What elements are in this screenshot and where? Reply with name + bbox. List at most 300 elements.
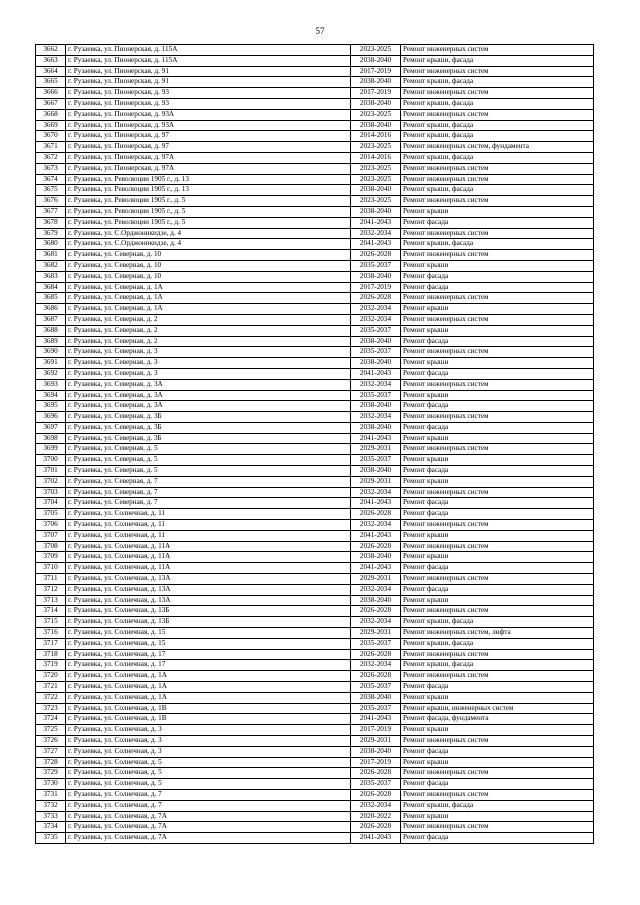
address-cell: г. Рузаевка, ул. С.Орджоникидзе, д. 4	[66, 239, 351, 250]
period-cell: 2026-2028	[351, 671, 401, 682]
period-cell: 2035-2037	[351, 638, 401, 649]
table-row	[36, 509, 594, 520]
row-number-cell: 3676	[36, 196, 66, 207]
row-number-cell: 3686	[36, 304, 66, 315]
table-row	[36, 714, 594, 725]
period-cell: 2035-2037	[351, 703, 401, 714]
period-cell: 2029-2031	[351, 628, 401, 639]
work-type-cell: Ремонт крыши, фасада	[401, 55, 594, 66]
table-row	[36, 228, 594, 239]
work-type-cell: Ремонт инженерных систем	[401, 293, 594, 304]
address-cell: г. Рузаевка, ул. Северная, д. 3А	[66, 401, 351, 412]
table-row	[36, 757, 594, 768]
work-type-cell: Ремонт крыши, инженерных систем	[401, 703, 594, 714]
period-cell: 2041-2043	[351, 368, 401, 379]
work-type-cell: Ремонт фасада	[401, 584, 594, 595]
row-number-cell: 3663	[36, 55, 66, 66]
row-number-cell: 3691	[36, 358, 66, 369]
table-row	[36, 606, 594, 617]
period-cell: 2017-2019	[351, 725, 401, 736]
work-type-cell: Ремонт инженерных систем, лифта	[401, 628, 594, 639]
row-number-cell: 3689	[36, 336, 66, 347]
row-number-cell: 3721	[36, 682, 66, 693]
table-row	[36, 682, 594, 693]
work-type-cell: Ремонт фасада	[401, 682, 594, 693]
row-number-cell: 3698	[36, 433, 66, 444]
work-type-cell: Ремонт крыши, фасада	[401, 152, 594, 163]
row-number-cell: 3724	[36, 714, 66, 725]
row-number-cell: 3726	[36, 736, 66, 747]
table-row	[36, 358, 594, 369]
table-row	[36, 703, 594, 714]
address-cell: г. Рузаевка, ул. Северная, д. 1А	[66, 282, 351, 293]
work-type-cell: Ремонт инженерных систем	[401, 736, 594, 747]
period-cell: 2032-2034	[351, 487, 401, 498]
row-number-cell: 3687	[36, 314, 66, 325]
row-number-cell: 3712	[36, 584, 66, 595]
row-number-cell: 3675	[36, 185, 66, 196]
address-cell: г. Рузаевка, ул. Революции 1905 г., д. 5	[66, 217, 351, 228]
row-number-cell: 3725	[36, 725, 66, 736]
period-cell: 2041-2043	[351, 217, 401, 228]
row-number-cell: 3678	[36, 217, 66, 228]
address-cell: г. Рузаевка, ул. Северная, д. 3А	[66, 379, 351, 390]
row-number-cell: 3666	[36, 88, 66, 99]
address-cell: г. Рузаевка, ул. Солнечная, д. 1А	[66, 671, 351, 682]
work-type-cell: Ремонт инженерных систем	[401, 45, 594, 56]
period-cell: 2041-2043	[351, 498, 401, 509]
address-cell: г. Рузаевка, ул. Революции 1905 г., д. 5	[66, 196, 351, 207]
table-row	[36, 45, 594, 56]
table-row	[36, 660, 594, 671]
work-type-cell: Ремонт крыши	[401, 811, 594, 822]
address-cell: г. Рузаевка, ул. Солнечная, д. 5	[66, 768, 351, 779]
table-row	[36, 692, 594, 703]
period-cell: 2032-2034	[351, 412, 401, 423]
address-cell: г. Рузаевка, ул. Солнечная, д. 15	[66, 628, 351, 639]
address-cell: г. Рузаевка, ул. Солнечная, д. 11	[66, 509, 351, 520]
row-number-cell: 3680	[36, 239, 66, 250]
row-number-cell: 3732	[36, 800, 66, 811]
row-number-cell: 3674	[36, 174, 66, 185]
period-cell: 2014-2016	[351, 152, 401, 163]
work-type-cell: Ремонт крыши, фасада	[401, 239, 594, 250]
row-number-cell: 3665	[36, 77, 66, 88]
address-cell: г. Рузаевка, ул. Солнечная, д. 13А	[66, 574, 351, 585]
table-row	[36, 390, 594, 401]
address-cell: г. Рузаевка, ул. Северная, д. 2	[66, 325, 351, 336]
period-cell: 2023-2025	[351, 174, 401, 185]
row-number-cell: 3694	[36, 390, 66, 401]
row-number-cell: 3682	[36, 260, 66, 271]
table-row	[36, 250, 594, 261]
row-number-cell: 3664	[36, 66, 66, 77]
work-type-cell: Ремонт инженерных систем	[401, 649, 594, 660]
address-cell: г. Рузаевка, ул. Солнечная, д. 1В	[66, 703, 351, 714]
period-cell: 2041-2043	[351, 530, 401, 541]
work-type-cell: Ремонт инженерных систем	[401, 822, 594, 833]
table-row	[36, 174, 594, 185]
period-cell: 2032-2034	[351, 520, 401, 531]
row-number-cell: 3711	[36, 574, 66, 585]
period-cell: 2038-2040	[351, 185, 401, 196]
address-cell: г. Рузаевка, ул. Северная, д. 5	[66, 444, 351, 455]
address-cell: г. Рузаевка, ул. Пионерская, д. 97	[66, 142, 351, 153]
address-cell: г. Рузаевка, ул. Северная, д. 10	[66, 271, 351, 282]
work-type-cell: Ремонт фасада	[401, 217, 594, 228]
work-type-cell: Ремонт фасада	[401, 401, 594, 412]
address-cell: г. Рузаевка, ул. Революции 1905 г., д. 13	[66, 174, 351, 185]
table-row	[36, 152, 594, 163]
row-number-cell: 3716	[36, 628, 66, 639]
table-row	[36, 574, 594, 585]
row-number-cell: 3697	[36, 422, 66, 433]
address-cell: г. Рузаевка, ул. Солнечная, д. 17	[66, 649, 351, 660]
address-cell: г. Рузаевка, ул. Северная, д. 10	[66, 260, 351, 271]
work-type-cell: Ремонт фасада	[401, 368, 594, 379]
table-row	[36, 131, 594, 142]
work-type-cell: Ремонт инженерных систем	[401, 314, 594, 325]
period-cell: 2038-2040	[351, 466, 401, 477]
table-row	[36, 552, 594, 563]
table-row	[36, 314, 594, 325]
work-type-cell: Ремонт фасада	[401, 336, 594, 347]
row-number-cell: 3672	[36, 152, 66, 163]
period-cell: 2041-2043	[351, 563, 401, 574]
address-cell: г. Рузаевка, ул. Северная, д. 3А	[66, 390, 351, 401]
table-row	[36, 66, 594, 77]
period-cell: 2029-2031	[351, 444, 401, 455]
work-type-cell: Ремонт фасада	[401, 498, 594, 509]
table-row	[36, 444, 594, 455]
work-type-cell: Ремонт крыши	[401, 455, 594, 466]
period-cell: 2017-2019	[351, 66, 401, 77]
table-row	[36, 800, 594, 811]
row-number-cell: 3688	[36, 325, 66, 336]
work-type-cell: Ремонт фасада	[401, 282, 594, 293]
work-type-cell: Ремонт крыши, фасада	[401, 131, 594, 142]
address-cell: г. Рузаевка, ул. Пионерская, д. 97А	[66, 152, 351, 163]
period-cell: 2041-2043	[351, 433, 401, 444]
address-cell: г. Рузаевка, ул. Солнечная, д. 15	[66, 638, 351, 649]
work-type-cell: Ремонт крыши	[401, 595, 594, 606]
period-cell: 2035-2037	[351, 682, 401, 693]
row-number-cell: 3734	[36, 822, 66, 833]
address-cell: г. Рузаевка, ул. Северная, д. 7	[66, 498, 351, 509]
period-cell: 2038-2040	[351, 77, 401, 88]
row-number-cell: 3701	[36, 466, 66, 477]
address-cell: г. Рузаевка, ул. Солнечная, д. 7	[66, 800, 351, 811]
table-row	[36, 304, 594, 315]
period-cell: 2038-2040	[351, 336, 401, 347]
row-number-cell: 3728	[36, 757, 66, 768]
table-row	[36, 325, 594, 336]
table-row	[36, 163, 594, 174]
address-cell: г. Рузаевка, ул. Солнечная, д. 7А	[66, 811, 351, 822]
row-number-cell: 3710	[36, 563, 66, 574]
work-type-cell: Ремонт инженерных систем	[401, 487, 594, 498]
address-cell: г. Рузаевка, ул. Солнечная, д. 3	[66, 736, 351, 747]
work-type-cell: Ремонт фасада	[401, 563, 594, 574]
row-number-cell: 3707	[36, 530, 66, 541]
work-type-cell: Ремонт крыши	[401, 304, 594, 315]
row-number-cell: 3706	[36, 520, 66, 531]
period-cell: 2032-2034	[351, 584, 401, 595]
table-row	[36, 401, 594, 412]
address-cell: г. Рузаевка, ул. Солнечная, д. 7	[66, 789, 351, 800]
address-cell: г. Рузаевка, ул. Солнечная, д. 11А	[66, 563, 351, 574]
table-row	[36, 347, 594, 358]
table-row	[36, 649, 594, 660]
period-cell: 2038-2040	[351, 422, 401, 433]
row-number-cell: 3671	[36, 142, 66, 153]
row-number-cell: 3731	[36, 789, 66, 800]
table-row	[36, 833, 594, 844]
work-type-cell: Ремонт крыши	[401, 692, 594, 703]
row-number-cell: 3733	[36, 811, 66, 822]
work-type-cell: Ремонт инженерных систем	[401, 196, 594, 207]
work-type-cell: Ремонт инженерных систем	[401, 379, 594, 390]
table-row	[36, 789, 594, 800]
address-cell: г. Рузаевка, ул. Северная, д. 5	[66, 466, 351, 477]
address-cell: г. Рузаевка, ул. Северная, д. 2	[66, 314, 351, 325]
table-row	[36, 55, 594, 66]
work-type-cell: Ремонт фасада	[401, 422, 594, 433]
row-number-cell: 3730	[36, 779, 66, 790]
address-cell: г. Рузаевка, ул. Пионерская, д. 115А	[66, 55, 351, 66]
period-cell: 2038-2040	[351, 692, 401, 703]
row-number-cell: 3662	[36, 45, 66, 56]
period-cell: 2035-2037	[351, 390, 401, 401]
work-type-cell: Ремонт инженерных систем	[401, 444, 594, 455]
work-type-cell: Ремонт инженерных систем	[401, 541, 594, 552]
work-type-cell: Ремонт инженерных систем, фундамента	[401, 142, 594, 153]
period-cell: 2023-2025	[351, 45, 401, 56]
work-type-cell: Ремонт крыши	[401, 260, 594, 271]
table-row	[36, 142, 594, 153]
period-cell: 2026-2028	[351, 789, 401, 800]
table-row	[36, 736, 594, 747]
work-type-cell: Ремонт инженерных систем	[401, 347, 594, 358]
work-type-cell: Ремонт инженерных систем	[401, 228, 594, 239]
table-row	[36, 498, 594, 509]
row-number-cell: 3692	[36, 368, 66, 379]
table-row	[36, 725, 594, 736]
row-number-cell: 3699	[36, 444, 66, 455]
row-number-cell: 3720	[36, 671, 66, 682]
table-row	[36, 282, 594, 293]
table-row	[36, 206, 594, 217]
address-cell: г. Рузаевка, ул. Северная, д. 3Б	[66, 433, 351, 444]
work-type-cell: Ремонт инженерных систем	[401, 250, 594, 261]
table-row	[36, 811, 594, 822]
row-number-cell: 3685	[36, 293, 66, 304]
address-cell: г. Рузаевка, ул. Солнечная, д. 17	[66, 660, 351, 671]
table-row	[36, 746, 594, 757]
table-row	[36, 88, 594, 99]
period-cell: 2029-2031	[351, 736, 401, 747]
period-cell: 2017-2019	[351, 282, 401, 293]
row-number-cell: 3703	[36, 487, 66, 498]
address-cell: г. Рузаевка, ул. Солнечная, д. 7А	[66, 833, 351, 844]
work-type-cell: Ремонт крыши, фасада	[401, 98, 594, 109]
row-number-cell: 3702	[36, 476, 66, 487]
period-cell: 2038-2040	[351, 358, 401, 369]
row-number-cell: 3709	[36, 552, 66, 563]
period-cell: 2032-2034	[351, 660, 401, 671]
period-cell: 2032-2034	[351, 314, 401, 325]
period-cell: 2038-2040	[351, 552, 401, 563]
period-cell: 2020-2022	[351, 811, 401, 822]
period-cell: 2032-2034	[351, 617, 401, 628]
table-row	[36, 293, 594, 304]
row-number-cell: 3673	[36, 163, 66, 174]
table-row	[36, 368, 594, 379]
table-row	[36, 671, 594, 682]
period-cell: 2026-2028	[351, 822, 401, 833]
work-type-cell: Ремонт инженерных систем	[401, 412, 594, 423]
address-cell: г. Рузаевка, ул. Солнечная, д. 1А	[66, 682, 351, 693]
table-row	[36, 595, 594, 606]
period-cell: 2023-2025	[351, 163, 401, 174]
table-row	[36, 196, 594, 207]
table-row	[36, 584, 594, 595]
work-type-cell: Ремонт фасада	[401, 271, 594, 282]
row-number-cell: 3704	[36, 498, 66, 509]
row-number-cell: 3722	[36, 692, 66, 703]
address-cell: г. Рузаевка, ул. Пионерская, д. 97	[66, 131, 351, 142]
row-number-cell: 3715	[36, 617, 66, 628]
row-number-cell: 3696	[36, 412, 66, 423]
table-row	[36, 412, 594, 423]
table-row	[36, 271, 594, 282]
work-type-cell: Ремонт крыши, фасада	[401, 800, 594, 811]
period-cell: 2035-2037	[351, 325, 401, 336]
address-cell: г. Рузаевка, ул. Солнечная, д. 5	[66, 779, 351, 790]
period-cell: 2023-2025	[351, 196, 401, 207]
period-cell: 2023-2025	[351, 142, 401, 153]
address-cell: г. Рузаевка, ул. Пионерская, д. 91	[66, 66, 351, 77]
period-cell: 2032-2034	[351, 228, 401, 239]
period-cell: 2035-2037	[351, 455, 401, 466]
table-row	[36, 487, 594, 498]
address-cell: г. Рузаевка, ул. Пионерская, д. 93А	[66, 120, 351, 131]
period-cell: 2032-2034	[351, 379, 401, 390]
period-cell: 2038-2040	[351, 595, 401, 606]
address-cell: г. Рузаевка, ул. Революции 1905 г., д. 13	[66, 185, 351, 196]
work-type-cell: Ремонт фасада	[401, 833, 594, 844]
row-number-cell: 3684	[36, 282, 66, 293]
period-cell: 2026-2028	[351, 250, 401, 261]
address-cell: г. Рузаевка, ул. Солнечная, д. 3	[66, 725, 351, 736]
table-row	[36, 336, 594, 347]
period-cell: 2017-2019	[351, 757, 401, 768]
period-cell: 2029-2031	[351, 574, 401, 585]
table-row	[36, 379, 594, 390]
row-number-cell: 3735	[36, 833, 66, 844]
work-type-cell: Ремонт фасада, фундамента	[401, 714, 594, 725]
address-cell: г. Рузаевка, ул. Пионерская, д. 115А	[66, 45, 351, 56]
row-number-cell: 3683	[36, 271, 66, 282]
period-cell: 2032-2034	[351, 304, 401, 315]
work-type-cell: Ремонт крыши, фасада	[401, 660, 594, 671]
table-row	[36, 98, 594, 109]
row-number-cell: 3693	[36, 379, 66, 390]
address-cell: г. Рузаевка, ул. Солнечная, д. 13А	[66, 584, 351, 595]
row-number-cell: 3681	[36, 250, 66, 261]
row-number-cell: 3714	[36, 606, 66, 617]
period-cell: 2026-2028	[351, 649, 401, 660]
address-cell: г. Рузаевка, ул. Солнечная, д. 11А	[66, 541, 351, 552]
period-cell: 2041-2043	[351, 833, 401, 844]
work-type-cell: Ремонт крыши, фасада	[401, 617, 594, 628]
row-number-cell: 3708	[36, 541, 66, 552]
period-cell: 2038-2040	[351, 746, 401, 757]
table-row	[36, 520, 594, 531]
period-cell: 2035-2037	[351, 779, 401, 790]
table-row	[36, 541, 594, 552]
address-cell: г. Рузаевка, ул. Революции 1905 г., д. 5	[66, 206, 351, 217]
period-cell: 2014-2016	[351, 131, 401, 142]
work-type-cell: Ремонт инженерных систем	[401, 163, 594, 174]
table-row	[36, 109, 594, 120]
table-row	[36, 422, 594, 433]
row-number-cell: 3677	[36, 206, 66, 217]
row-number-cell: 3667	[36, 98, 66, 109]
table-row	[36, 779, 594, 790]
period-cell: 2038-2040	[351, 401, 401, 412]
row-number-cell: 3669	[36, 120, 66, 131]
address-cell: г. Рузаевка, ул. Северная, д. 7	[66, 476, 351, 487]
work-type-cell: Ремонт инженерных систем	[401, 574, 594, 585]
address-cell: г. Рузаевка, ул. Северная, д. 3	[66, 358, 351, 369]
work-type-cell: Ремонт инженерных систем	[401, 768, 594, 779]
table-row	[36, 466, 594, 477]
work-type-cell: Ремонт инженерных систем	[401, 109, 594, 120]
period-cell: 2038-2040	[351, 120, 401, 131]
table-row	[36, 768, 594, 779]
table-row	[36, 433, 594, 444]
address-cell: г. Рузаевка, ул. Солнечная, д. 11	[66, 530, 351, 541]
address-cell: г. Рузаевка, ул. Северная, д. 3	[66, 347, 351, 358]
row-number-cell: 3679	[36, 228, 66, 239]
work-type-cell: Ремонт крыши	[401, 358, 594, 369]
address-cell: г. Рузаевка, ул. Северная, д. 7	[66, 487, 351, 498]
period-cell: 2026-2028	[351, 293, 401, 304]
work-type-cell: Ремонт крыши	[401, 476, 594, 487]
address-cell: г. Рузаевка, ул. Северная, д. 2	[66, 336, 351, 347]
period-cell: 2038-2040	[351, 98, 401, 109]
work-type-cell: Ремонт крыши, фасада	[401, 638, 594, 649]
work-type-cell: Ремонт крыши	[401, 206, 594, 217]
table-row	[36, 217, 594, 228]
address-cell: г. Рузаевка, ул. Северная, д. 3	[66, 368, 351, 379]
period-cell: 2026-2028	[351, 768, 401, 779]
table-row	[36, 530, 594, 541]
work-type-cell: Ремонт крыши	[401, 757, 594, 768]
row-number-cell: 3700	[36, 455, 66, 466]
row-number-cell: 3668	[36, 109, 66, 120]
work-type-cell: Ремонт инженерных систем	[401, 520, 594, 531]
work-type-cell: Ремонт крыши	[401, 530, 594, 541]
table-row	[36, 185, 594, 196]
table-row	[36, 476, 594, 487]
table-row	[36, 120, 594, 131]
row-number-cell: 3727	[36, 746, 66, 757]
work-type-cell: Ремонт фасада	[401, 466, 594, 477]
page-number: 57	[315, 26, 325, 36]
row-number-cell: 3729	[36, 768, 66, 779]
